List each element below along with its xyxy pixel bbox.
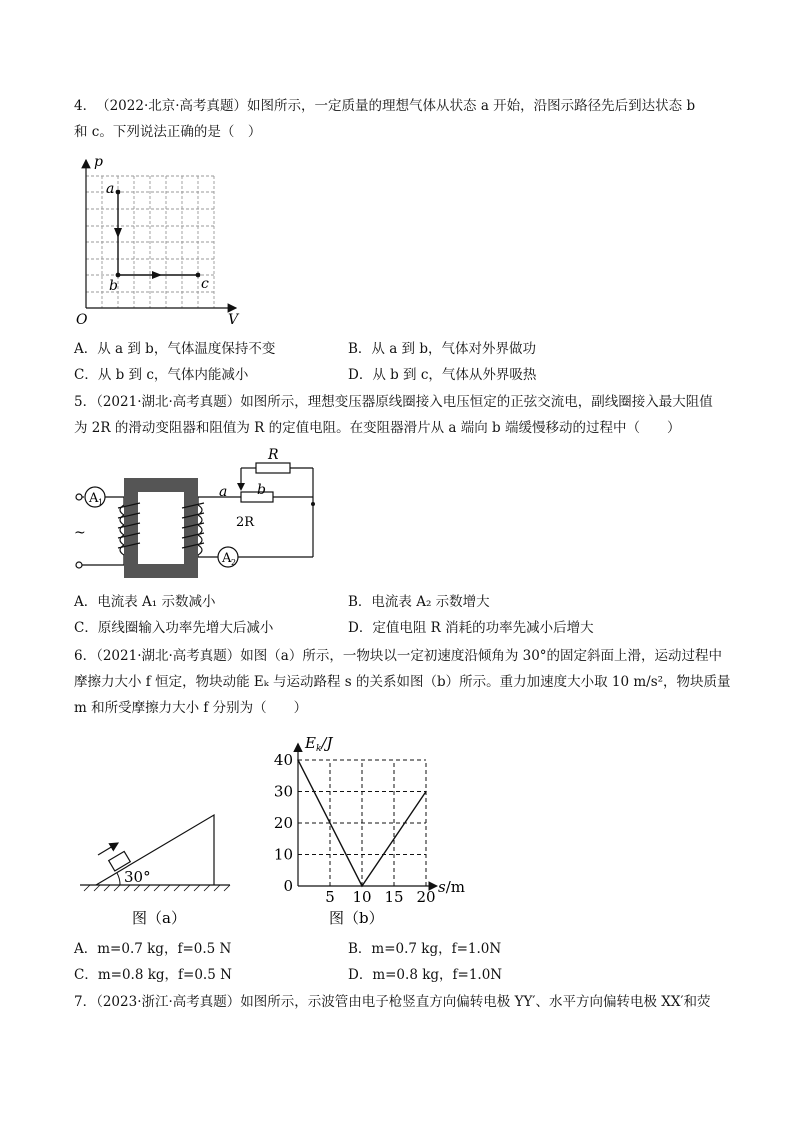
q4-option-d[interactable]: D．从 b 到 c，气体从外界吸热 bbox=[348, 367, 537, 383]
q5-option-c[interactable]: C．原线圈输入功率先增大后减小 bbox=[74, 620, 274, 636]
q4-label-b: b bbox=[109, 278, 118, 294]
q6-fig-a-caption: 图（a） bbox=[132, 909, 186, 927]
chart-ylabel: $E_k/J$ bbox=[305, 734, 333, 754]
q6-stem-line3: m 和所受摩擦力大小 f 分别为（ ） bbox=[74, 700, 308, 716]
q5-ac-symbol: ~ bbox=[74, 525, 86, 541]
chart-y-tick-label: 20 bbox=[273, 814, 293, 832]
q5-label-r: R bbox=[268, 447, 279, 463]
q5-stem-line2: 为 2R 的滑动变阻器和阻值为 R 的定值电阻。在变阻器滑片从 a 端向 b 端缓慢移动的过程中（ ） bbox=[74, 420, 681, 436]
q4-label-a: a bbox=[106, 181, 115, 197]
q4-label-p: p bbox=[94, 154, 103, 170]
q6-option-d[interactable]: D．m=0.8 kg，f=1.0N bbox=[348, 967, 503, 983]
q4-stem-line1: 4． （2022·北京·高考真题）如图所示，一定质量的理想气体从状态 a 开始，沿图示路径先后到达状态 b bbox=[74, 98, 696, 114]
q4-label-o: O bbox=[76, 312, 88, 328]
q6-option-c[interactable]: C．m=0.8 kg，f=0.5 N bbox=[74, 967, 232, 983]
q6-fig-b-caption: 图（b） bbox=[329, 909, 384, 927]
q5-stem-line1: 5．（2021·湖北·高考真题）如图所示，理想变压器原线圈接入电压恒定的正弦交流电，副线圈接入最大阻值 bbox=[74, 394, 713, 410]
chart-y-tick-label: 10 bbox=[273, 845, 293, 864]
chart-data-point bbox=[297, 759, 299, 761]
chart-xlabel: s/m bbox=[438, 878, 465, 896]
chart-x-tick-label: 10 bbox=[352, 888, 372, 906]
chart-data-point bbox=[361, 885, 363, 887]
q5-label-a2: A bbox=[222, 551, 232, 566]
q5-label-a2-sub: 2 bbox=[231, 558, 237, 567]
q5-label-2r: 2R bbox=[236, 515, 255, 530]
chart-y-tick-label: 30 bbox=[273, 782, 293, 801]
q5-option-a[interactable]: A．电流表 A₁ 示数减小 bbox=[74, 594, 216, 610]
chart-x-tick-label: 5 bbox=[325, 888, 335, 906]
q6-stem-line1: 6．（2021·湖北·高考真题）如图（a）所示，一物块以一定初速度沿倾角为 30°的固定斜面上滑，运动过程中 bbox=[74, 648, 723, 664]
q5-label-a: a bbox=[219, 484, 228, 500]
q5-label-b: b bbox=[257, 482, 266, 498]
chart-y-tick-label: 40 bbox=[273, 751, 293, 769]
q6-stem-line2: 摩擦力大小 f 恒定，物块动能 Eₖ 与运动路程 s 的关系如图（b）所示。重力加速度大小取 10 m/s²，物块质量 bbox=[74, 674, 731, 690]
q5-option-d[interactable]: D．定值电阻 R 消耗的功率先减小后增大 bbox=[348, 620, 594, 636]
q4-stem-line2: 和 c。下列说法正确的是（ ） bbox=[74, 124, 262, 140]
q6-option-a[interactable]: A．m=0.7 kg，f=0.5 N bbox=[74, 941, 232, 957]
chart-y-tick-label: 0 bbox=[283, 877, 293, 895]
chart-x-tick-label: 20 bbox=[416, 888, 436, 906]
q5-label-a1: A bbox=[89, 491, 99, 506]
q4-label-v: V bbox=[228, 312, 239, 328]
q4-option-c[interactable]: C．从 b 到 c，气体内能减小 bbox=[74, 367, 249, 383]
chart-data-point bbox=[425, 791, 427, 793]
q6-option-b[interactable]: B．m=0.7 kg，f=1.0N bbox=[348, 941, 502, 957]
q4-option-a[interactable]: A．从 a 到 b，气体温度保持不变 bbox=[74, 341, 276, 357]
q4-label-c: c bbox=[201, 276, 209, 292]
q5-option-b[interactable]: B．电流表 A₂ 示数增大 bbox=[348, 594, 490, 610]
q6-angle-label: 30° bbox=[124, 868, 151, 886]
chart-x-tick-label: 15 bbox=[384, 888, 404, 906]
q5-label-a1-sub: 1 bbox=[98, 498, 104, 507]
q4-option-b[interactable]: B．从 a 到 b，气体对外界做功 bbox=[348, 341, 536, 357]
q7-stem-line1: 7．（2023·浙江·高考真题）如图所示，示波管由电子枪竖直方向偏转电极 YY′、水平方向偏转电极 XX′和荧 bbox=[74, 994, 711, 1010]
